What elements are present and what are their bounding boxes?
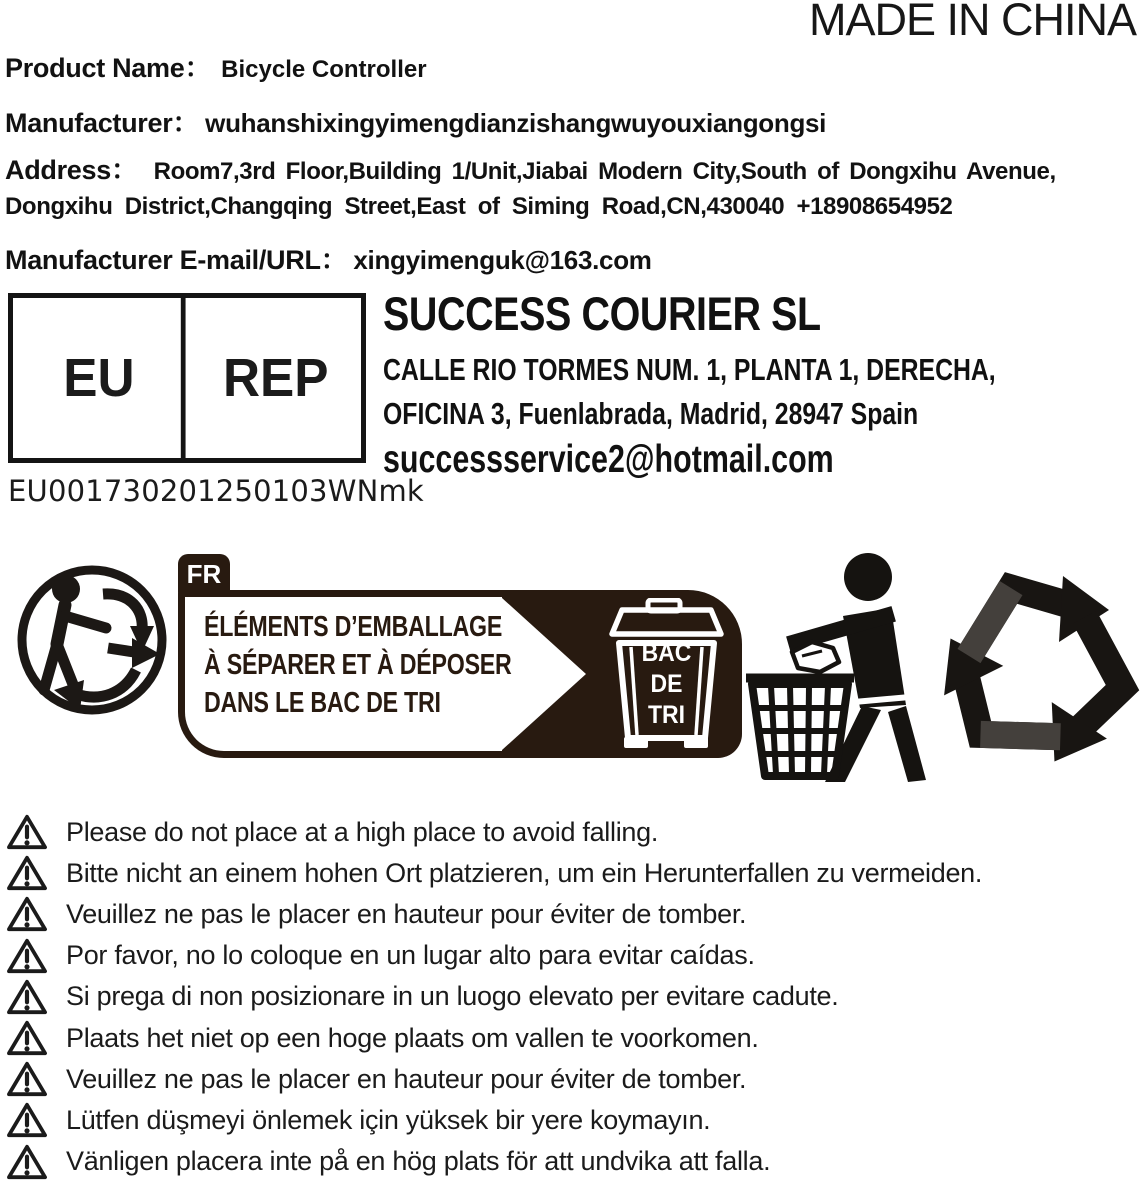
- warning-item: [6, 1059, 746, 1099]
- warning-text: Plaats het niet op een hoge plaats om vallen te voorkomen.: [66, 1022, 759, 1053]
- banner-line-2: À SÉPARER ET À DÉPOSER: [204, 649, 512, 681]
- rep-address-line-1: CALLE RIO TORMES NUM. 1, PLANTA 1, DERECHA,: [383, 352, 996, 387]
- warning-item: [6, 853, 982, 893]
- product-name-line: [5, 46, 427, 85]
- manufacturer-line: [5, 101, 826, 140]
- rep-email: successservice2@hotmail.com: [383, 438, 834, 481]
- warning-text: Veuillez ne pas le placer en hauteur pour éviter de tomber.: [66, 898, 747, 929]
- manufacturer-label: Manufacturer：: [5, 108, 200, 138]
- warning-triangle-icon: [6, 978, 48, 1016]
- warning-text: Por favor, no lo coloque en un lugar alto para evitar caídas.: [66, 940, 755, 971]
- warning-text: Bitte nicht an einem hohen Ort platzieren, um ein Herunterfallen zu vermeiden.: [66, 857, 983, 888]
- manufacturer-value: wuhanshixingyimengdianzishangwuyouxiangongsi: [205, 108, 827, 138]
- warning-item: [6, 894, 746, 934]
- warning-triangle-icon: [6, 813, 48, 851]
- bin-line-2: DE: [650, 670, 683, 698]
- warning-triangle-icon: [6, 937, 48, 975]
- warning-item: [6, 977, 838, 1017]
- warning-item: [6, 1100, 710, 1140]
- warning-triangle-icon: [6, 1060, 48, 1098]
- banner-arrow-chevron: [502, 590, 588, 758]
- banner-line-3: DANS LE BAC DE TRI: [204, 687, 441, 719]
- address-value-1: Room7,3rd Floor,Building 1/Unit,Jiabai Modern City,South of Dongxihu Avenue,: [153, 158, 1056, 185]
- warning-triangle-icon: [6, 1143, 48, 1181]
- warning-text: Please do not place at a high place to avoid falling.: [66, 816, 659, 847]
- address-line-2: Dongxihu District,Changqing Street,East of Siming Road,CN,430040 +18908654952: [5, 193, 953, 220]
- email-value: xingyimenguk@163.com: [353, 245, 652, 275]
- eu-rep-code: EU001730201250103WNmk: [8, 474, 424, 508]
- made-in-china-text: MADE IN CHINA: [808, 0, 1136, 45]
- eu-rep-left-cell: EU: [17, 298, 185, 458]
- warning-text: Si prega di non posizionare in un luogo elevato per evitare cadute.: [66, 981, 839, 1012]
- email-label: Manufacturer E-mail/URL：: [5, 245, 348, 275]
- sorting-banner-text: [204, 608, 512, 722]
- warning-triangle-icon: [6, 895, 48, 933]
- warning-item: [6, 1142, 770, 1182]
- warning-triangle-icon: [6, 1019, 48, 1057]
- address-line-1: [5, 148, 1056, 187]
- banner-line-1: ÉLÉMENTS D’EMBALLAGE: [204, 611, 503, 643]
- eu-rep-right-cell: REP: [222, 348, 328, 408]
- tidyman-icon: [740, 550, 935, 785]
- warning-item: [6, 936, 755, 976]
- fr-tag: FR: [178, 554, 230, 594]
- product-name-value: Bicycle Controller: [221, 56, 427, 83]
- rep-company-name: SUCCESS COURIER SL: [383, 287, 821, 340]
- product-name-label: Product Name：: [5, 53, 212, 83]
- warning-item: [6, 812, 658, 852]
- warning-text: Vänligen placera inte på en hög plats för att undvika att falla.: [66, 1146, 771, 1177]
- bin-line-3: TRI: [647, 701, 686, 729]
- address-label: Address：: [5, 155, 138, 185]
- eu-rep-symbol: [8, 293, 366, 463]
- warning-triangle-icon: [6, 1101, 48, 1139]
- warning-triangle-icon: [6, 854, 48, 892]
- recycle-arrows-icon: [935, 558, 1140, 773]
- warning-item: [6, 1018, 759, 1058]
- email-line: [5, 238, 652, 277]
- bin-line-1: BAC: [641, 639, 692, 667]
- bin-label: [609, 638, 724, 731]
- rep-address-line-2: OFICINA 3, Fuenlabrada, Madrid, 28947 Spain: [383, 396, 919, 431]
- triman-icon: [8, 552, 176, 720]
- warning-text: Veuillez ne pas le placer en hauteur pour éviter de tomber.: [66, 1063, 747, 1094]
- warning-text: Lütfen düşmeyi önlemek için yüksek bir yere koymayın.: [66, 1104, 711, 1135]
